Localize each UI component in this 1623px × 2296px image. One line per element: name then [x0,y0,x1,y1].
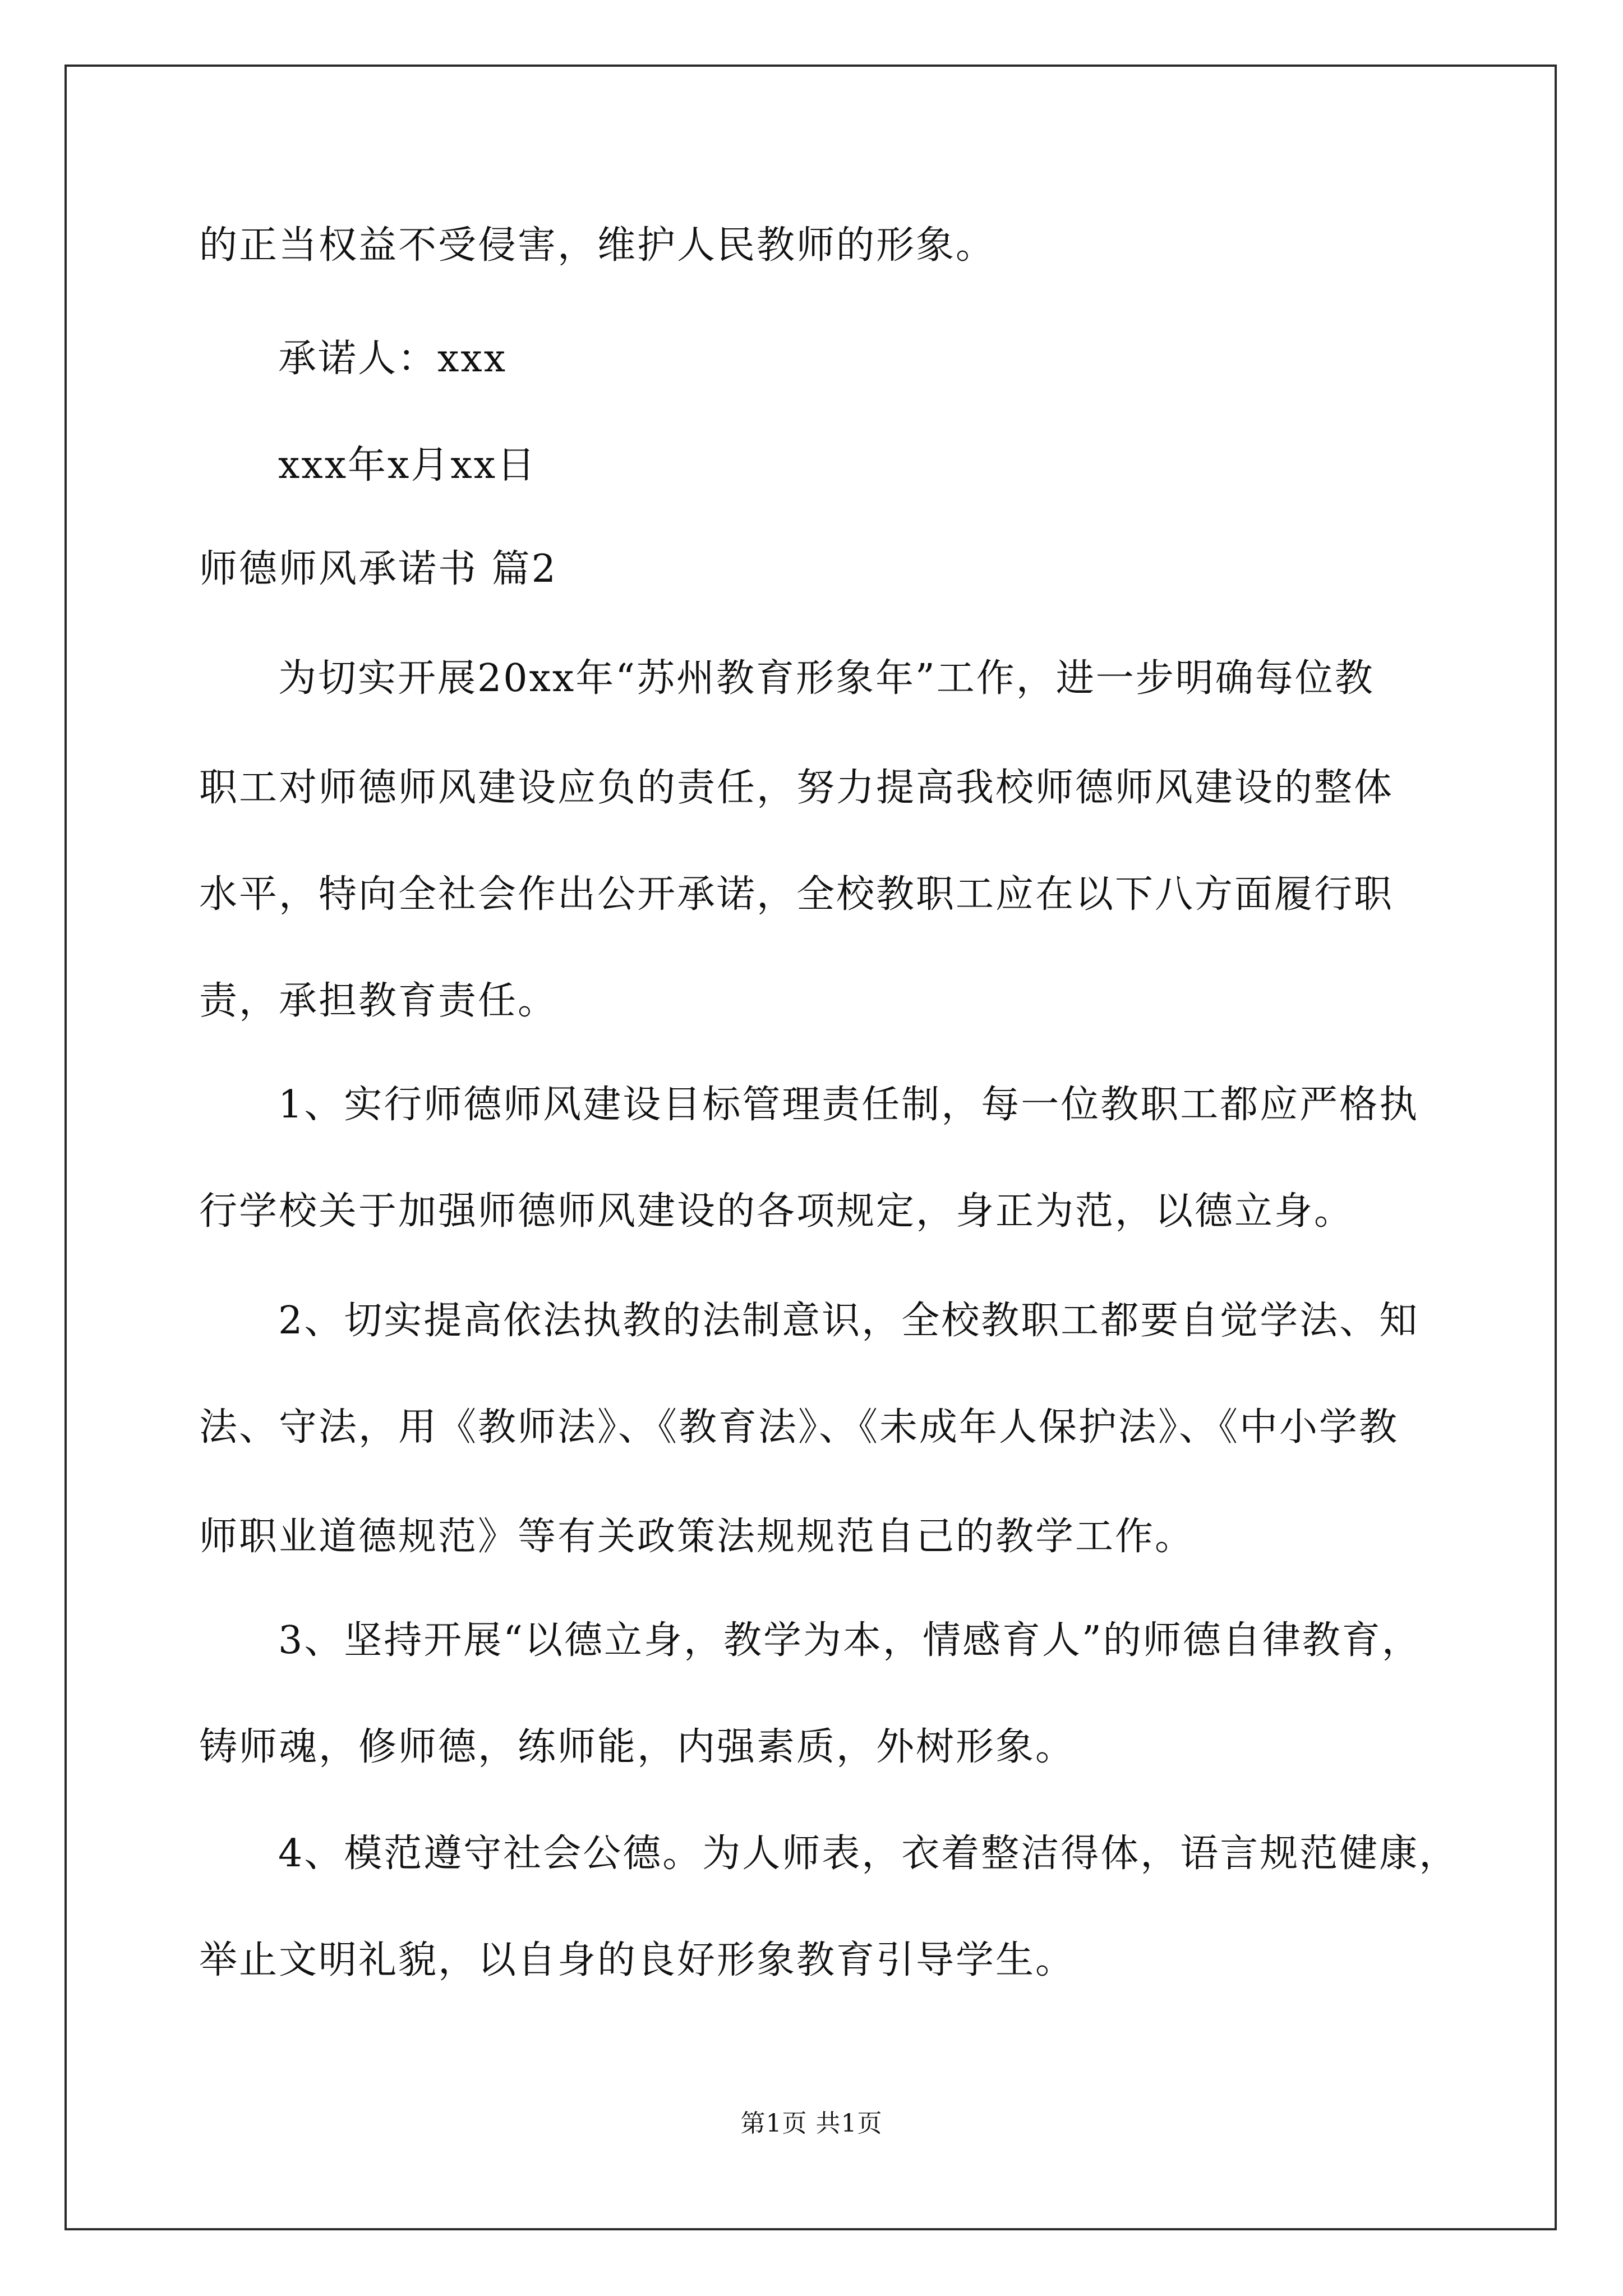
list-item-line: 法、守法，用《教师法》、《教育法》、《未成年人保护法》、《中小学教 [199,1405,1399,1450]
paragraph-line: 责，承担教育责任。 [199,979,558,1023]
paragraph-line: 为切实开展20xx年“苏州教育形象年”工作，进一步明确每位教 [278,656,1375,701]
list-item-line: 举止文明礼貌，以自身的良好形象教育引导学生。 [199,1938,1076,1982]
paragraph-line: 水平，特向全社会作出公开承诺，全校教职工应在以下八方面履行职 [199,872,1394,917]
date-line: xxx年x月xx日 [278,443,537,487]
paragraph-line: 职工对师德师风建设应负的责任，努力提高我校师德师风建设的整体 [199,766,1394,810]
list-item-line: 4、模范遵守社会公德。为人师表，衣着整洁得体，语言规范健康， [278,1832,1459,1876]
list-item-line: 3、坚持开展“以德立身，教学为本，情感育人”的师德自律教育， [278,1618,1422,1663]
list-item-line: 师职业道德规范》等有关政策法规规范自己的教学工作。 [199,1515,1195,1559]
section-heading: 师德师风承诺书 篇2 [199,547,557,591]
paragraph-line: 的正当权益不受侵害，维护人民教师的形象。 [199,223,996,268]
list-item-line: 行学校关于加强师德师风建设的各项规定，身正为范，以德立身。 [199,1189,1354,1234]
list-item-line: 1、实行师德师风建设目标管理责任制，每一位教职工都应严格执 [278,1083,1419,1127]
signatory-line: 承诺人：xxx [278,337,508,381]
page-border [64,65,1557,2230]
page-footer: 第1页 共1页 [740,2109,883,2138]
list-item-line: 2、切实提高依法执教的法制意识，全校教职工都要自觉学法、知 [278,1299,1419,1343]
list-item-line: 铸师魂，修师德，练师能，内强素质，外树形象。 [199,1725,1076,1769]
